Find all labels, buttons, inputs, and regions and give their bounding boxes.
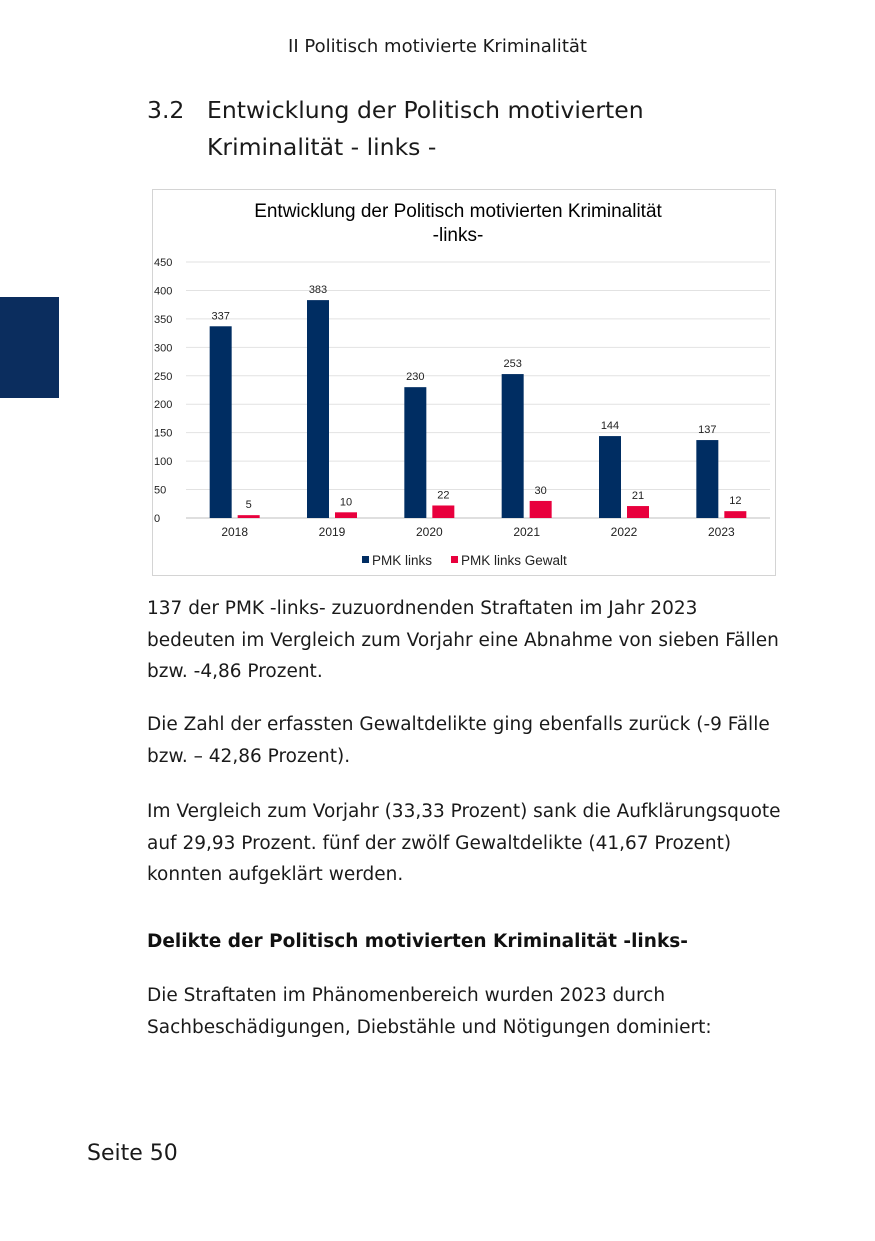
bar-pmk-links (599, 436, 621, 518)
data-label: 144 (600, 420, 620, 433)
chart-title: Entwicklung der Politisch motivierten Kriminalität (254, 201, 662, 222)
body-paragraph-2: Die Zahl der erfassten Gewaltdelikte ging ebenfalls zurück (-9 Fälle bzw. – 42,86 Prozent). (147, 714, 770, 767)
bar-pmk-links-gewalt (335, 512, 357, 518)
bar-pmk-links-gewalt (530, 501, 552, 518)
bar-pmk-links (210, 326, 232, 518)
data-label: 137 (698, 424, 717, 437)
bar-pmk-links (502, 374, 524, 518)
legend-label: PMK links Gewalt (461, 553, 567, 568)
y-tick-label: 100 (154, 456, 173, 469)
chart-y-axis (154, 257, 172, 525)
bar-pmk-links (307, 300, 329, 518)
legend-swatch (451, 556, 458, 563)
section-title: Entwicklung der Politisch motivierten Kriminalität - links - (207, 96, 644, 161)
data-label: 12 (729, 495, 742, 508)
data-label: 230 (406, 371, 425, 384)
bar-pmk-links (696, 440, 718, 518)
data-label: 30 (534, 484, 547, 497)
legend-label: PMK links (372, 553, 433, 568)
body-paragraph-3: Im Vergleich zum Vorjahr (33,33 Prozent) sank die Aufklärungsquote auf 29,93 Prozent. fünf der zwölf Gewaltdelikte (41,67 Prozent) konnten aufgeklärt werden. (147, 801, 781, 885)
x-tick-label: 2022 (610, 525, 638, 539)
x-tick-label: 2021 (513, 525, 541, 539)
bar-pmk-links-gewalt (238, 515, 260, 518)
y-tick-label: 300 (154, 342, 173, 355)
bar-pmk-links-gewalt (724, 511, 746, 518)
bar-chart (152, 189, 776, 576)
subheading: Delikte der Politisch motivierten Kriminalität -links- (147, 931, 688, 952)
legend-swatch (362, 556, 369, 563)
body-paragraph-4: Die Straftaten im Phänomenbereich wurden 2023 durch Sachbeschädigungen, Diebstähle und Nötigungen dominiert: (147, 985, 712, 1038)
x-tick-label: 2020 (415, 525, 443, 539)
x-tick-label: 2023 (707, 525, 735, 539)
body-paragraph-1: 137 der PMK -links- zuzuordnenden Straftaten im Jahr 2023 bedeuten im Vergleich zum Vorjahr eine Abnahme von sieben Fällen bzw. -4,86 Prozent. (147, 598, 779, 682)
chart-gridlines (186, 262, 770, 518)
data-label: 383 (308, 284, 328, 297)
chart-bars (210, 300, 747, 518)
x-tick-label: 2018 (221, 525, 249, 539)
y-tick-label: 150 (154, 427, 173, 440)
y-tick-label: 200 (154, 399, 173, 412)
y-tick-label: 400 (154, 285, 173, 298)
data-label: 21 (631, 490, 645, 503)
y-tick-label: 450 (154, 257, 173, 269)
chart-legend (362, 553, 567, 568)
data-label: 253 (503, 358, 522, 371)
y-tick-label: 350 (154, 313, 173, 326)
chart-x-axis (221, 525, 735, 539)
x-tick-label: 2019 (318, 525, 346, 539)
chart-subtitle: -links- (432, 225, 484, 246)
page-number: Seite 50 (87, 1141, 178, 1166)
y-tick-label: 50 (154, 484, 167, 497)
section-number: 3.2 (147, 96, 185, 124)
chart-data-labels (211, 284, 741, 511)
data-label: 5 (245, 499, 252, 512)
data-label: 337 (211, 310, 230, 323)
bar-chart-canvas (153, 190, 775, 575)
data-label: 22 (437, 489, 450, 502)
chapter-tab-marker (0, 297, 59, 398)
data-label: 10 (339, 496, 353, 509)
bar-pmk-links-gewalt (432, 505, 454, 518)
y-tick-label: 0 (154, 513, 161, 525)
y-tick-label: 250 (154, 370, 173, 383)
bar-pmk-links (404, 387, 426, 518)
bar-pmk-links-gewalt (627, 506, 649, 518)
running-header: II Politisch motivierte Kriminalität (288, 36, 587, 57)
